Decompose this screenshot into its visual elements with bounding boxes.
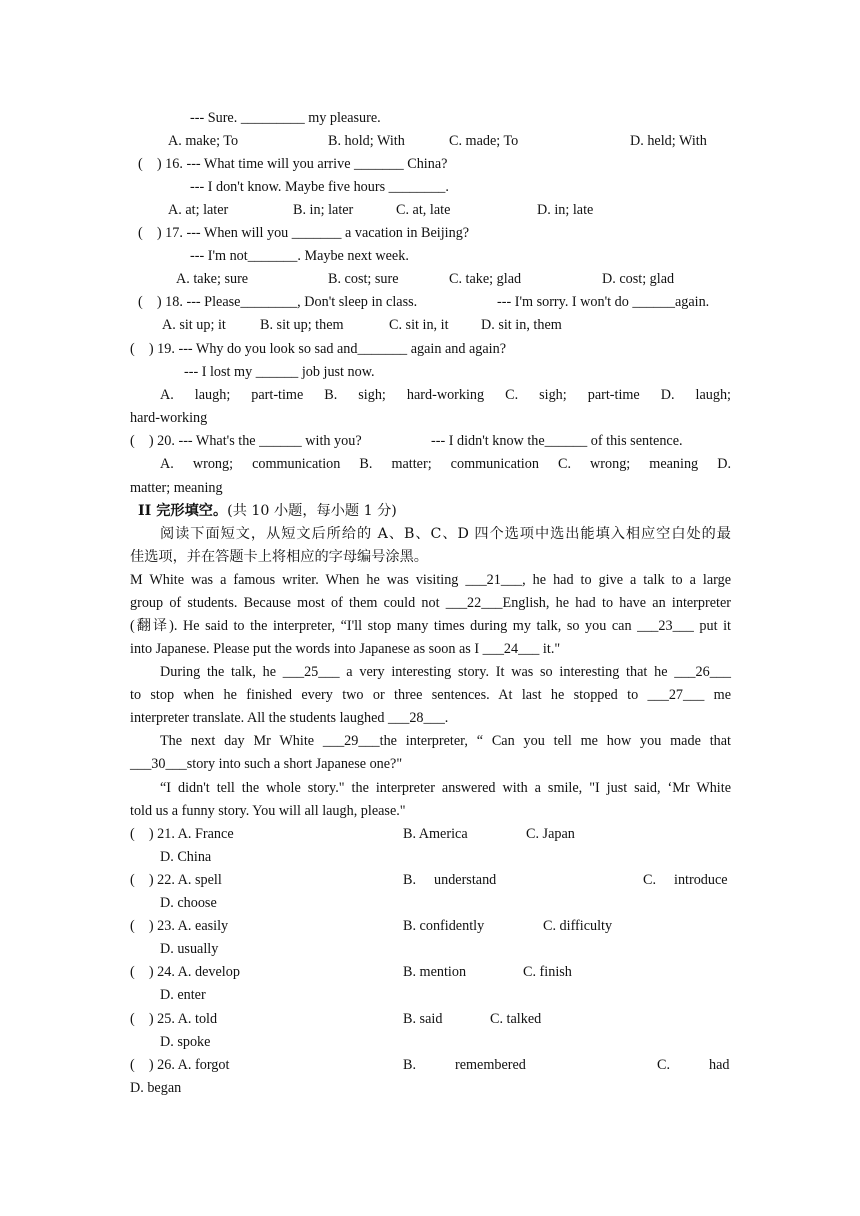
q22-option-a: ( ) 22. A. spell (130, 872, 222, 888)
passage-line: (翻译). He said to the interpreter, “I'll stop many times during my talk, so you can ___23___ put it (130, 618, 731, 634)
passage-line: told us a funny story. You will all laugh, please." (130, 803, 406, 819)
q17-option-a: A. take; sure (176, 271, 249, 287)
q24-option-d: D. enter (160, 987, 206, 1003)
q23-option-a: ( ) 23. A. easily (130, 918, 229, 934)
q26-option-b: B. (403, 1057, 417, 1073)
q22-option-b-text: understand (434, 872, 497, 888)
passage-line: into Japanese. Please put the words into Japanese as soon as I ___24___ it." (130, 641, 561, 657)
q18-option-a: A. sit up; it (162, 317, 226, 333)
passage-line: group of students. Because most of them could not ___22___English, he had to have an interpreter (130, 595, 731, 611)
q21-option-c: C. Japan (526, 826, 575, 842)
q19-question: ( ) 19. --- Why do you look so sad and_______ again and again? (130, 341, 507, 357)
section-heading-note: (共 10 小题，每小题 1 分) (227, 503, 397, 519)
q20-options-wrap: matter; meaning (130, 480, 223, 496)
q24-option-a: ( ) 24. A. develop (130, 964, 240, 980)
passage-line: interpreter translate. All the students laughed ___28___. (130, 710, 449, 726)
q26-option-d: D. began (130, 1080, 182, 1096)
q23-option-b: B. confidently (403, 918, 485, 934)
q17-question: ( ) 17. --- When will you _______ a vacation in Beijing? (138, 225, 470, 241)
q20-response: --- I didn't know the______ of this sentence. (431, 433, 683, 449)
q26-option-c-text: had (709, 1057, 730, 1073)
q15-option-a: A. make; To (168, 133, 239, 149)
q18-option-d: D. sit in, them (481, 317, 562, 333)
passage-line: During the talk, he ___25___ a very interesting story. It was so interesting that he ___26___ (160, 664, 731, 680)
q17-option-c: C. take; glad (449, 271, 522, 287)
passage-line: The next day Mr White ___29___the interpreter, “ Can you tell me how you made that (160, 733, 731, 749)
q19-options: A. laugh; part-time B. sigh; hard-working C. sigh; part-time D. laugh; (160, 387, 731, 403)
q21-option-d: D. China (160, 849, 212, 865)
q22-option-c: C. (643, 872, 657, 888)
q15-option-d: D. held; With (630, 133, 707, 149)
q23-option-c: C. difficulty (543, 918, 613, 934)
q15-option-c: C. made; To (449, 133, 519, 149)
q24-option-c: C. finish (523, 964, 572, 980)
q25-option-d: D. spoke (160, 1034, 211, 1050)
passage-line: to stop when he finished every two or three sentences. At last he stopped to ___27___ me (130, 687, 731, 703)
q25-option-c: C. talked (490, 1011, 542, 1027)
q17-option-b: B. cost; sure (328, 271, 399, 287)
q22-option-c-text: introduce (674, 872, 728, 888)
q21-option-a: ( ) 21. A. France (130, 826, 234, 842)
section-heading (138, 502, 397, 520)
passage-line: “I didn't tell the whole story." the interpreter answered with a smile, "I just said, ‘Mr White (160, 780, 731, 796)
passage-line: ___30___story into such a short Japanese one?" (130, 756, 403, 772)
section-heading-title: II 完形填空。 (138, 503, 228, 519)
q25-option-a: ( ) 25. A. told (130, 1011, 218, 1027)
q26-option-c: C. (657, 1057, 671, 1073)
q19-response: --- I lost my ______ job just now. (184, 364, 375, 380)
q26-option-a: ( ) 26. A. forgot (130, 1057, 230, 1073)
q24-option-b: B. mention (403, 964, 467, 980)
q23-option-d: D. usually (160, 941, 219, 957)
q25-option-b: B. said (403, 1011, 443, 1027)
q17-option-d: D. cost; glad (602, 271, 675, 287)
q18-question: ( ) 18. --- Please________, Don't sleep in class. (138, 294, 418, 310)
q22-option-b: B. (403, 872, 417, 888)
q15-option-b: B. hold; With (328, 133, 405, 149)
q18-response: --- I'm sorry. I won't do ______again. (497, 294, 710, 310)
q18-option-b: B. sit up; them (260, 317, 344, 333)
q16-option-d: D. in; late (537, 202, 594, 218)
q17-response: --- I'm not_______. Maybe next week. (190, 248, 409, 264)
q16-option-b: B. in; later (293, 202, 354, 218)
q15-response: --- Sure. _________ my pleasure. (190, 110, 381, 126)
q22-option-d: D. choose (160, 895, 217, 911)
q19-options-wrap: hard-working (130, 410, 208, 426)
instructions-line-2: 佳选项，并在答题卡上将相应的字母编号涂黑。 (130, 549, 428, 565)
instructions-line-1: 阅读下面短文，从短文后所给的 A、B、C、D 四个选项中选出能填入相应空白处的最 (160, 526, 731, 542)
q26-option-b-text: remembered (455, 1057, 526, 1073)
q16-option-c: C. at, late (396, 202, 451, 218)
q18-option-c: C. sit in, it (389, 317, 449, 333)
q21-option-b: B. America (403, 826, 468, 842)
passage-line: M White was a famous writer. When he was visiting ___21___, he had to give a talk to a large (130, 572, 731, 588)
q16-response: --- I don't know. Maybe five hours ________. (190, 179, 449, 195)
q16-question: ( ) 16. --- What time will you arrive _______ China? (138, 156, 448, 172)
q16-option-a: A. at; later (168, 202, 229, 218)
q20-options: A. wrong; communication B. matter; communication C. wrong; meaning D. (160, 456, 731, 472)
q20-question: ( ) 20. --- What's the ______ with you? (130, 433, 362, 449)
